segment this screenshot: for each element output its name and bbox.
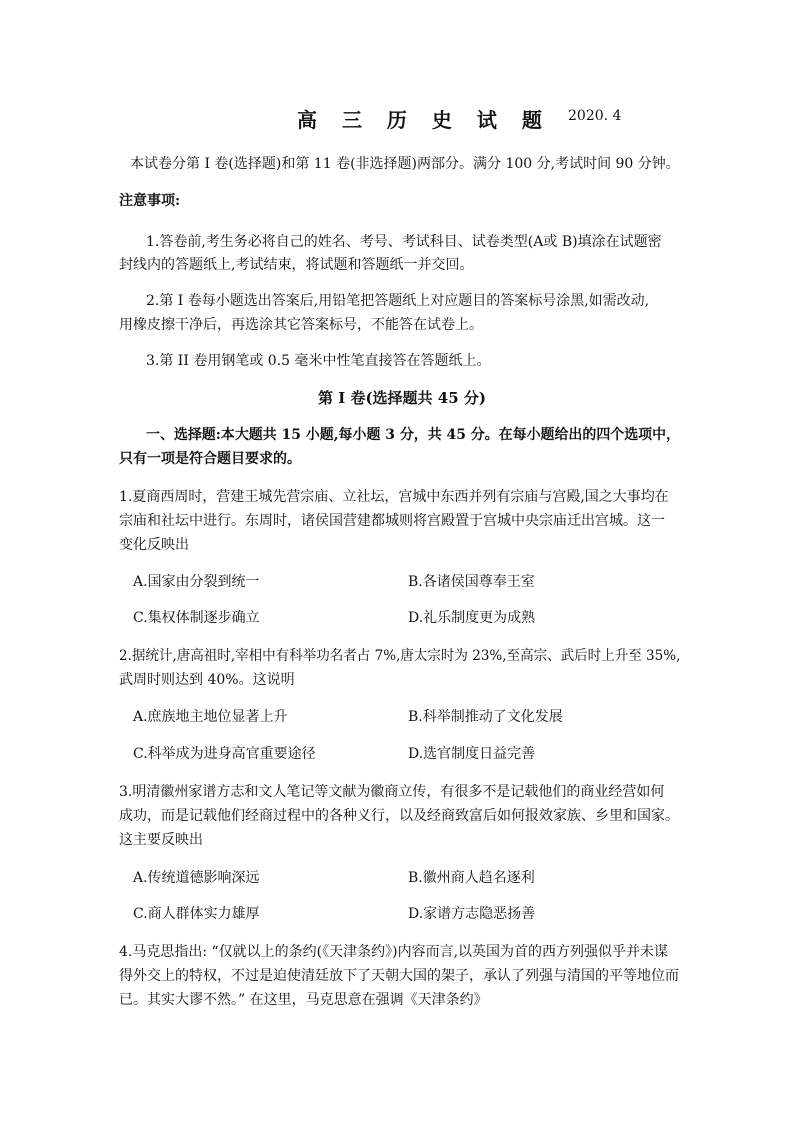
question-3-option-d[interactable]: D.家谱方志隐恶扬善	[408, 906, 536, 922]
section-heading: 第 I 卷(选择题共 45 分)	[318, 389, 486, 407]
question-1-stem-line-3: 变化反映出	[119, 537, 189, 553]
note-2-line-2: 用橡皮擦干净后，再选涂其它答案标号，不能答在试卷上。	[119, 317, 483, 333]
exam-title: 高 三 历 史 试 题	[297, 108, 551, 132]
question-3-stem-line-3: 这主要反映出	[119, 832, 203, 848]
exam-header	[0, 104, 794, 130]
question-2-option-c[interactable]: C.科举成为进身高官重要途径	[133, 746, 316, 762]
note-3-line-1: 3.第 II 卷用钢笔或 0.5 毫米中性笔直接答在答题纸上。	[146, 353, 491, 369]
question-3-stem-line-1: 3.明清徽州家谱方志和文人笔记等文献为徽商立传，有很多不是记载他们的商业经营如何	[119, 784, 665, 800]
question-1-stem-line-2: 宗庙和社坛中进行。东周时，诸侯国营建都城则将宫殿置于宫城中央宗庙迁出宫城。这一	[119, 513, 665, 529]
exam-intro: 本试卷分第 I 卷(选择题)和第 11 卷(非选择题)两部分。满分 100 分,考试时间 90 分钟。	[130, 156, 680, 172]
exam-date: 2020. 4	[568, 108, 622, 124]
question-2-stem-line-1: 2.据统计,唐高祖时,宰相中有科举功名者占 7%,唐太宗时为 23%,至高宗、武后时上升至 35%,	[119, 648, 681, 664]
question-2-option-a[interactable]: A.庶族地主地位显著上升	[133, 709, 288, 725]
question-3-option-b[interactable]: B.徽州商人趋名逐利	[408, 870, 535, 886]
question-2-option-d[interactable]: D.选官制度日益完善	[408, 746, 536, 762]
section-instruction-line-2: 只有一项是符合题目要求的。	[119, 451, 301, 467]
notes-heading: 注意事项:	[119, 193, 181, 209]
question-4-stem-line-3: 已。其实大谬不然。” 在这里，马克思意在强调《天津条约》	[119, 992, 488, 1008]
question-3-stem-line-2: 成功，而是记载他们经商过程中的各种义行，以及经商致富后如何报效家族、乡里和国家。	[119, 808, 679, 824]
question-1-option-b[interactable]: B.各诸侯国尊奉王室	[408, 574, 535, 590]
question-1-option-d[interactable]: D.礼乐制度更为成熟	[408, 610, 536, 626]
question-3-option-c[interactable]: C.商人群体实力雄厚	[133, 906, 260, 922]
question-2-option-b[interactable]: B.科举制推动了文化发展	[408, 709, 563, 725]
question-1-option-c[interactable]: C.集权体制逐步确立	[133, 610, 260, 626]
question-4-stem-line-1: 4.马克思指出: “仅就以上的条约(《天津条约》)内容而言,以英国为首的西方列强似乎并未谋	[119, 944, 669, 960]
question-1-option-a[interactable]: A.国家由分裂到统一	[133, 574, 260, 590]
note-2-line-1: 2.第 I 卷每小题选出答案后,用铅笔把答题纸上对应题目的答案标号涂黑,如需改动,	[146, 293, 650, 309]
note-1-line-1: 1.答卷前,考生务必将自己的姓名、考号、考试科目、试卷类型(A或 B)填涂在试题密	[146, 234, 662, 250]
section-instruction-line-1: 一、选择题:本大题共 15 小题,每小题 3 分，共 45 分。在每小题给出的四个选项中，	[146, 427, 681, 443]
note-1-line-2: 封线内的答题纸上,考试结束，将试题和答题纸一并交回。	[119, 257, 474, 273]
question-4-stem-line-2: 得外交上的特权，不过是迫使清廷放下了天朝大国的架子，承认了列强与清国的平等地位而	[119, 968, 679, 984]
question-2-stem-line-2: 武周时则达到 40%。这说明	[119, 672, 295, 688]
question-1-stem-line-1: 1.夏商西周时，营建王城先营宗庙、立社坛，宫城中东西并列有宗庙与宫殿,国之大事均在	[119, 489, 669, 505]
question-3-option-a[interactable]: A.传统道德影响深远	[133, 870, 260, 886]
